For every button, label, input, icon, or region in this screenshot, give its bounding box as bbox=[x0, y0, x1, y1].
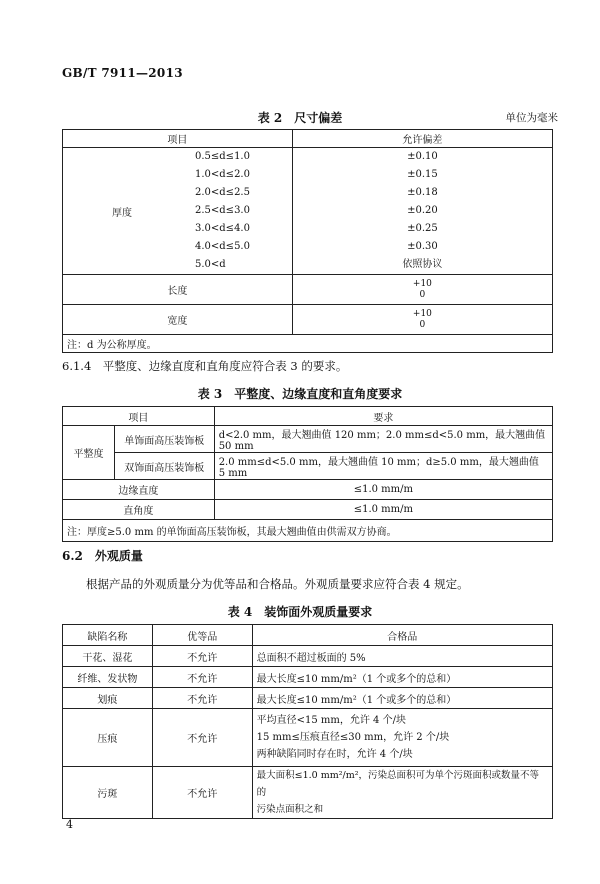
qualified-line: 最大面积≤1.0 mm²/m²，污染总面积可为单个污斑面积或数量不等的 bbox=[256, 770, 540, 798]
flatness-label: 平整度 bbox=[63, 426, 115, 480]
length-dev-lower: 0 bbox=[419, 289, 426, 300]
table4-header-defect: 缺陷名称 bbox=[63, 625, 153, 646]
table2-unit: 单位为毫米 bbox=[505, 112, 558, 124]
length-deviation bbox=[292, 275, 552, 305]
length-dev-upper: +10 bbox=[412, 278, 432, 289]
premium-grade: 不允许 bbox=[152, 688, 252, 709]
page-number: 4 bbox=[66, 818, 73, 831]
edge-straightness-req: ≤1.0 mm/m bbox=[214, 480, 552, 500]
table3 bbox=[62, 406, 553, 542]
thickness-dev: ±0.18 bbox=[407, 187, 438, 198]
thickness-range: 5.0<d bbox=[195, 259, 226, 270]
table2-header-deviation: 允许偏差 bbox=[292, 130, 552, 148]
clause-6-1-4: 6.1.4 平整度、边缘直度和直角度应符合表 3 的要求。 bbox=[62, 359, 348, 373]
premium-grade: 不允许 bbox=[152, 646, 252, 667]
defect-name: 污斑 bbox=[63, 767, 153, 819]
table4-caption: 表 4 装饰面外观质量要求 bbox=[227, 605, 373, 619]
section-6-2-heading: 6.2 外观质量 bbox=[62, 549, 143, 563]
table3-note: 注：厚度≥5.0 mm 的单饰面高压装饰板，其最大翘曲值由供需双方协商。 bbox=[63, 520, 553, 542]
edge-straightness-label: 边缘直度 bbox=[63, 480, 215, 500]
clause-6-2-text: 根据产品的外观质量分为优等品和合格品。外观质量要求应符合表 4 规定。 bbox=[86, 577, 469, 591]
single-panel-label: 单饰面高压装饰板 bbox=[114, 426, 214, 453]
table3-header-item: 项目 bbox=[63, 407, 215, 426]
squareness-label: 直角度 bbox=[63, 500, 215, 520]
table4 bbox=[62, 624, 553, 819]
table2-header-item: 项目 bbox=[63, 130, 293, 148]
table4-header-premium: 优等品 bbox=[152, 625, 252, 646]
double-panel-label: 双饰面高压装饰板 bbox=[114, 453, 214, 480]
qualified-grade bbox=[252, 767, 552, 819]
table-row bbox=[63, 709, 553, 767]
thickness-range: 1.0<d≤2.0 bbox=[195, 169, 250, 180]
thickness-dev: ±0.30 bbox=[407, 241, 438, 252]
thickness-dev: ±0.15 bbox=[407, 169, 438, 180]
qualified-line: 污染点面积之和 bbox=[256, 804, 324, 815]
table3-header-req: 要求 bbox=[214, 407, 552, 426]
width-dev-upper: +10 bbox=[412, 308, 432, 319]
squareness-req: ≤1.0 mm/m bbox=[214, 500, 552, 520]
premium-grade: 不允许 bbox=[152, 767, 252, 819]
thickness-range: 4.0<d≤5.0 bbox=[195, 241, 250, 252]
thickness-dev: 依照协议 bbox=[402, 259, 443, 270]
premium-grade: 不允许 bbox=[152, 709, 252, 767]
double-panel-req: 2.0 mm≤d<5.0 mm，最大翘曲值 10 mm；d≥5.0 mm，最大翘曲值 5 mm bbox=[214, 453, 552, 480]
qualified-grade: 最大长度≤10 mm/m²（1 个或多个的总和） bbox=[252, 667, 552, 688]
qualified-grade: 最大长度≤10 mm/m²（1 个或多个的总和） bbox=[252, 688, 552, 709]
thickness-range: 0.5≤d≤1.0 bbox=[195, 151, 250, 162]
qualified-line: 两种缺陷同时存在时，允许 4 个/块 bbox=[256, 749, 413, 760]
thickness-range: 2.5<d≤3.0 bbox=[195, 205, 250, 216]
thickness-label: 厚度 bbox=[112, 207, 132, 219]
table2-caption: 表 2 尺寸偏差 bbox=[257, 111, 343, 125]
table-row bbox=[63, 688, 553, 709]
table4-header-qualified: 合格品 bbox=[252, 625, 552, 646]
width-deviation bbox=[292, 305, 552, 335]
defect-name: 纤维、发状物 bbox=[63, 667, 153, 688]
qualified-line: 15 mm≤压痕直径≤30 mm，允许 2 个/块 bbox=[256, 732, 450, 743]
qualified-grade bbox=[252, 709, 552, 767]
table-row bbox=[63, 646, 553, 667]
standard-code: GB/T 7911—2013 bbox=[62, 66, 183, 80]
thickness-dev: ±0.20 bbox=[407, 205, 438, 216]
width-dev-lower: 0 bbox=[419, 319, 426, 330]
thickness-range: 2.0<d≤2.5 bbox=[195, 187, 250, 198]
defect-name: 干花、湿花 bbox=[63, 646, 153, 667]
thickness-cell bbox=[63, 148, 293, 275]
table2-note: 注：d 为公称厚度。 bbox=[63, 335, 553, 353]
table2 bbox=[62, 129, 553, 353]
qualified-grade: 总面积不超过板面的 5% bbox=[252, 646, 552, 667]
thickness-range: 3.0<d≤4.0 bbox=[195, 223, 250, 234]
length-label: 长度 bbox=[63, 275, 293, 305]
defect-name: 划痕 bbox=[63, 688, 153, 709]
thickness-dev: ±0.25 bbox=[407, 223, 438, 234]
thickness-dev: ±0.10 bbox=[407, 151, 438, 162]
thickness-ranges bbox=[181, 148, 250, 274]
table-row bbox=[63, 667, 553, 688]
table3-caption: 表 3 平整度、边缘直度和直角度要求 bbox=[197, 387, 403, 401]
premium-grade: 不允许 bbox=[152, 667, 252, 688]
single-panel-req: d<2.0 mm，最大翘曲值 120 mm；2.0 mm≤d<5.0 mm，最大翘曲值 50 mm bbox=[214, 426, 552, 453]
defect-name: 压痕 bbox=[63, 709, 153, 767]
table-row bbox=[63, 767, 553, 819]
width-label: 宽度 bbox=[63, 305, 293, 335]
qualified-line: 平均直径<15 mm，允许 4 个/块 bbox=[256, 715, 406, 726]
thickness-deviations bbox=[292, 148, 552, 275]
